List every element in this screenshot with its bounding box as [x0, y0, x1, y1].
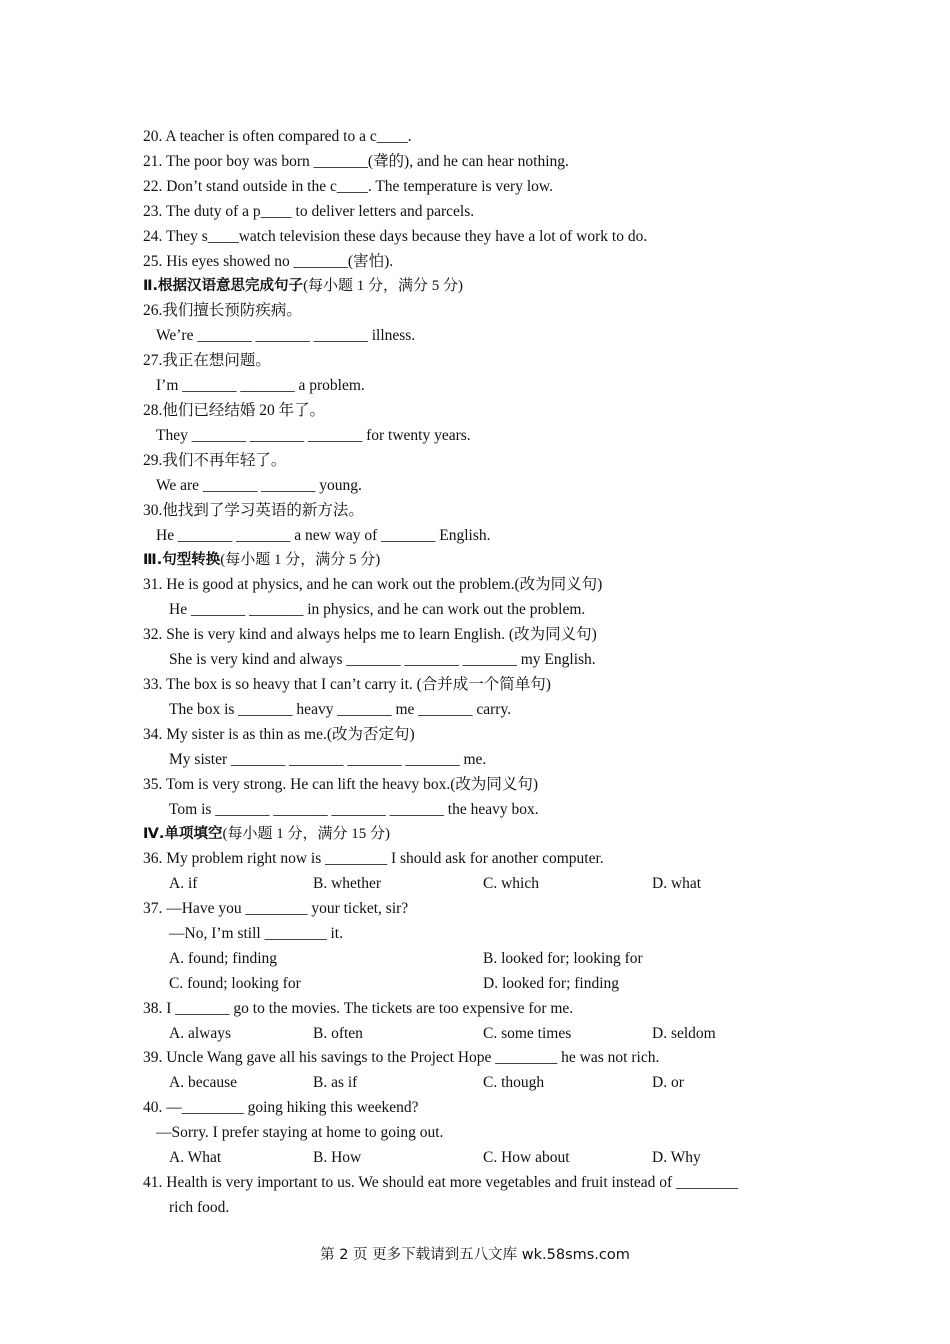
- question-32-prompt: 32. She is very kind and always helps me to learn English. (改为同义句): [143, 626, 597, 643]
- question-36-option-a: A. if: [169, 875, 198, 892]
- question-40-option-d: D. Why: [652, 1149, 701, 1166]
- question-38-option-b: B. often: [313, 1025, 363, 1042]
- question-29-answer: We are _______ _______ young.: [156, 477, 362, 494]
- question-27-answer: I’m _______ _______ a problem.: [156, 377, 365, 394]
- question-38-option-a: A. always: [169, 1025, 231, 1042]
- question-39-stem: 39. Uncle Wang gave all his savings to the Project Hope ________ he was not rich.: [143, 1049, 660, 1066]
- question-28-prompt: 28.他们已经结婚 20 年了。: [143, 402, 326, 419]
- page-footer: 第 2 页 更多下载请到五八文库 wk.58sms.com: [320, 1247, 630, 1263]
- question-40-reply: —Sorry. I prefer staying at home to going out.: [156, 1124, 444, 1141]
- question-37-option-a: A. found; finding: [169, 950, 278, 967]
- question-37-stem: 37. —Have you ________ your ticket, sir?: [143, 900, 409, 917]
- question-37-option-c: C. found; looking for: [169, 975, 301, 992]
- question-39-option-d: D. or: [652, 1074, 684, 1091]
- question-37-option-d: D. looked for; finding: [483, 975, 620, 992]
- question-32-answer: She is very kind and always _______ _______ _______ my English.: [169, 651, 596, 668]
- question-36-option-d: D. what: [652, 875, 702, 892]
- question-38-option-c: C. some times: [483, 1025, 572, 1042]
- question-21: 21. The poor boy was born _______(聋的), and he can hear nothing.: [143, 153, 569, 170]
- question-34-answer: My sister _______ _______ _______ _______ me.: [169, 751, 487, 768]
- question-34-prompt: 34. My sister is as thin as me.(改为否定句): [143, 726, 415, 743]
- question-37-option-b: B. looked for; looking for: [483, 950, 643, 967]
- question-20: 20. A teacher is often compared to a c____.: [143, 128, 412, 145]
- question-40-stem: 40. —________ going hiking this weekend?: [143, 1099, 419, 1116]
- section-2-note: (每小题 1 分，满分 5 分): [303, 278, 464, 294]
- question-40-option-b: B. How: [313, 1149, 362, 1166]
- section-4-note: (每小题 1 分，满分 15 分): [222, 826, 390, 842]
- question-40-option-c: C. How about: [483, 1149, 570, 1166]
- question-41-stem: 41. Health is very important to us. We should eat more vegetables and fruit instead of ________: [143, 1174, 739, 1191]
- question-23: 23. The duty of a p____ to deliver letters and parcels.: [143, 203, 475, 220]
- question-28-answer: They _______ _______ _______ for twenty years.: [156, 427, 471, 444]
- section-4-title: Ⅳ.单项填空: [143, 826, 223, 842]
- question-41-stem-continued: rich food.: [169, 1199, 230, 1216]
- question-37-reply: —No, I’m still ________ it.: [169, 925, 343, 942]
- question-40-option-a: A. What: [169, 1149, 222, 1166]
- question-26-prompt: 26.我们擅长预防疾病。: [143, 302, 302, 319]
- question-35-prompt: 35. Tom is very strong. He can lift the heavy box.(改为同义句): [143, 776, 539, 793]
- question-36-option-c: C. which: [483, 875, 539, 892]
- question-30-prompt: 30.他找到了学习英语的新方法。: [143, 502, 364, 519]
- question-39-option-a: A. because: [169, 1074, 237, 1091]
- question-30-answer: He _______ _______ a new way of _______ English.: [156, 527, 491, 544]
- section-3-title: Ⅲ.句型转换: [143, 552, 221, 568]
- section-3-heading: [143, 548, 380, 572]
- question-33-answer: The box is _______ heavy _______ me _______ carry.: [169, 701, 512, 718]
- question-27-prompt: 27.我正在想问题。: [143, 352, 271, 369]
- question-38-stem: 38. I _______ go to the movies. The tickets are too expensive for me.: [143, 1000, 574, 1017]
- question-24: 24. They s____watch television these days because they have a lot of work to do.: [143, 228, 648, 245]
- question-39-option-b: B. as if: [313, 1074, 358, 1091]
- question-33-prompt: 33. The box is so heavy that I can’t carry it. (合并成一个简单句): [143, 676, 551, 693]
- question-31-prompt: 31. He is good at physics, and he can work out the problem.(改为同义句): [143, 576, 603, 593]
- section-2-heading: [143, 274, 463, 298]
- section-4-heading: [143, 822, 390, 846]
- section-3-note: (每小题 1 分，满分 5 分): [220, 552, 381, 568]
- question-29-prompt: 29.我们不再年轻了。: [143, 452, 287, 469]
- question-35-answer: Tom is _______ _______ _______ _______ the heavy box.: [169, 801, 539, 818]
- question-38-option-d: D. seldom: [652, 1025, 716, 1042]
- question-26-answer: We’re _______ _______ _______ illness.: [156, 327, 416, 344]
- question-39-option-c: C. though: [483, 1074, 545, 1091]
- question-31-answer: He _______ _______ in physics, and he can work out the problem.: [169, 601, 586, 618]
- question-36-option-b: B. whether: [313, 875, 382, 892]
- question-22: 22. Don’t stand outside in the c____. The temperature is very low.: [143, 178, 553, 195]
- section-2-title: Ⅱ.根据汉语意思完成句子: [143, 278, 304, 294]
- question-25: 25. His eyes showed no _______(害怕).: [143, 253, 394, 270]
- question-36-stem: 36. My problem right now is ________ I should ask for another computer.: [143, 850, 604, 867]
